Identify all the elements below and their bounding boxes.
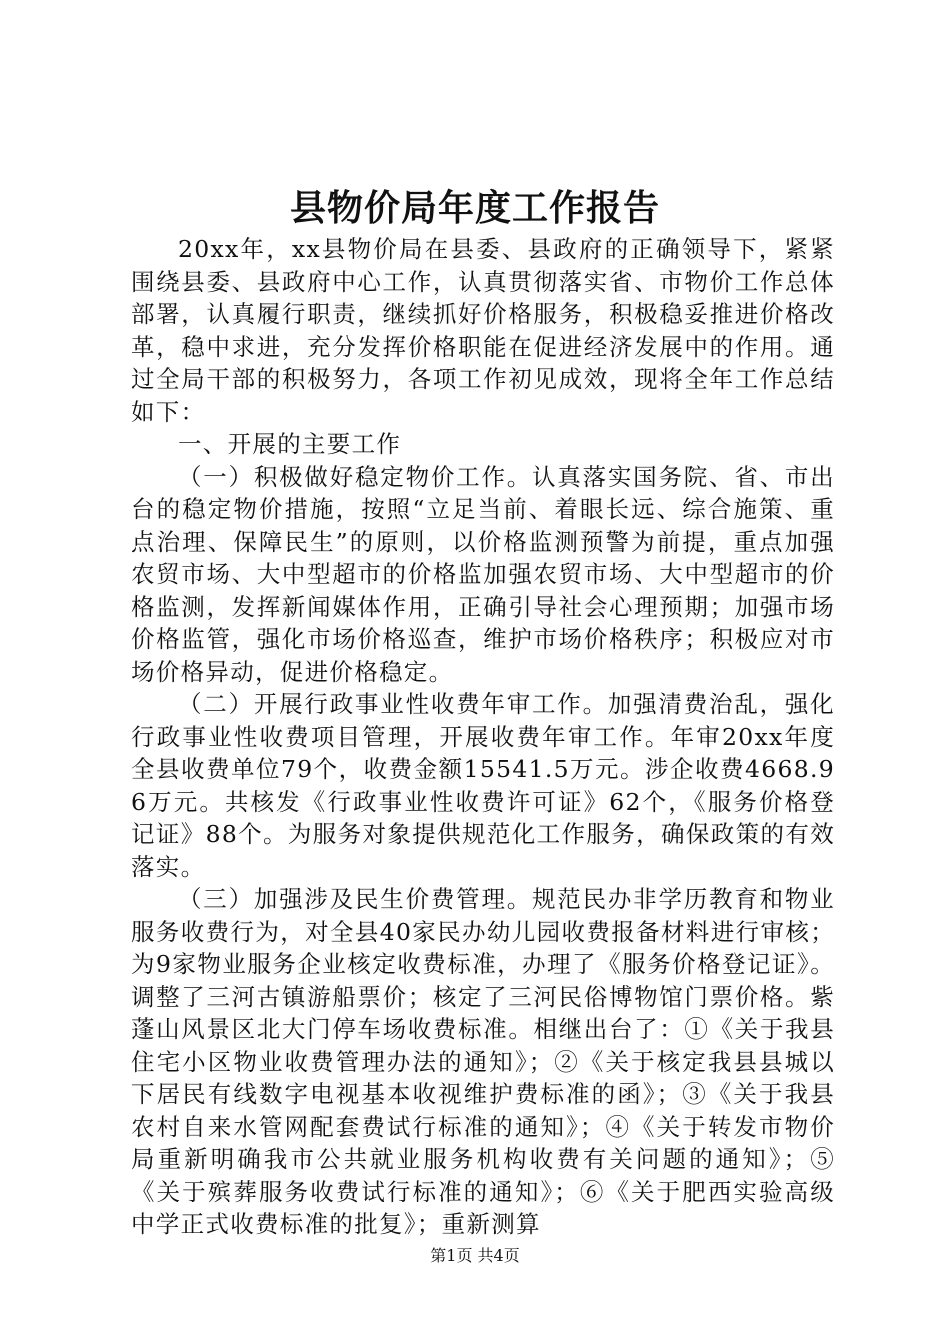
paragraph-fee-review: （二）开展行政事业性收费年审工作。加强清费治乱，强化行政事业性收费项目管理，开展收费年审工作。年审20xx年度全县收费单位79个，收费金额15541.5万元。涉企收费4668.96万元。共核发《行政事业性收费许可证》62个，《服务价格登记证》88个。为服务对象提供规范化工作服务，确保政策的有效落实。 — [131, 690, 835, 881]
document-title: 县物价局年度工作报告 — [289, 187, 660, 229]
section-heading: 一、开展的主要工作 — [178, 430, 402, 458]
paragraph-livelihood-fees: （三）加强涉及民生价费管理。规范民办非学历教育和物业服务收费行为，对全县40家民办幼儿园收费报备材料进行审核；为9家物业服务企业核定收费标准，办理了《服务价格登记证》。调整了三河古镇游船票价；核定了三河民俗博物馆门票价格。紫蓬山风景区北大门停车场收费标准。相继出台了：①《关于我县住宅小区物业收费管理办法的通知》；②《关于核定我县县城以下居民有线数字电视基本收视维护费标准的函》；③《关于我县农村自来水管网配套费试行标准的通知》；④《关于转发市物价局重新明确我市公共就业服务机构收费有关问题的通知》；⑤《关于殡葬服务收费试行标准的通知》；⑥《关于肥西实验高级中学正式收费标准的批复》；重新测算 — [131, 885, 835, 1238]
page-footer: 第1页 共4页 — [430, 1246, 520, 1265]
paragraph-stabilize-prices: （一）积极做好稳定物价工作。认真落实国务院、省、市出台的稳定物价措施，按照“立足当前、着眼长远、综合施策、重点治理、保障民生”的原则，以价格监测预警为前提，重点加强农贸市场、大中型超市的价格监加强农贸市场、大中型超市的价格监测，发挥新闻媒体作用，正确引导社会心理预期；加强市场价格监管，强化市场价格巡查，维护市场价格秩序；积极应对市场价格异动，促进价格稳定。 — [131, 462, 835, 686]
document-body — [131, 233, 835, 1241]
intro-paragraph: 20xx年，xx县物价局在县委、县政府的正确领导下，紧紧围绕县委、县政府中心工作，认真贯彻落实省、市物价工作总体部署，认真履行职责，继续抓好价格服务，积极稳妥推进价格改革，稳中求进，充分发挥价格职能在促进经济发展中的作用。通过全局干部的积极努力，各项工作初见成效，现将全年工作总结如下： — [131, 235, 835, 426]
